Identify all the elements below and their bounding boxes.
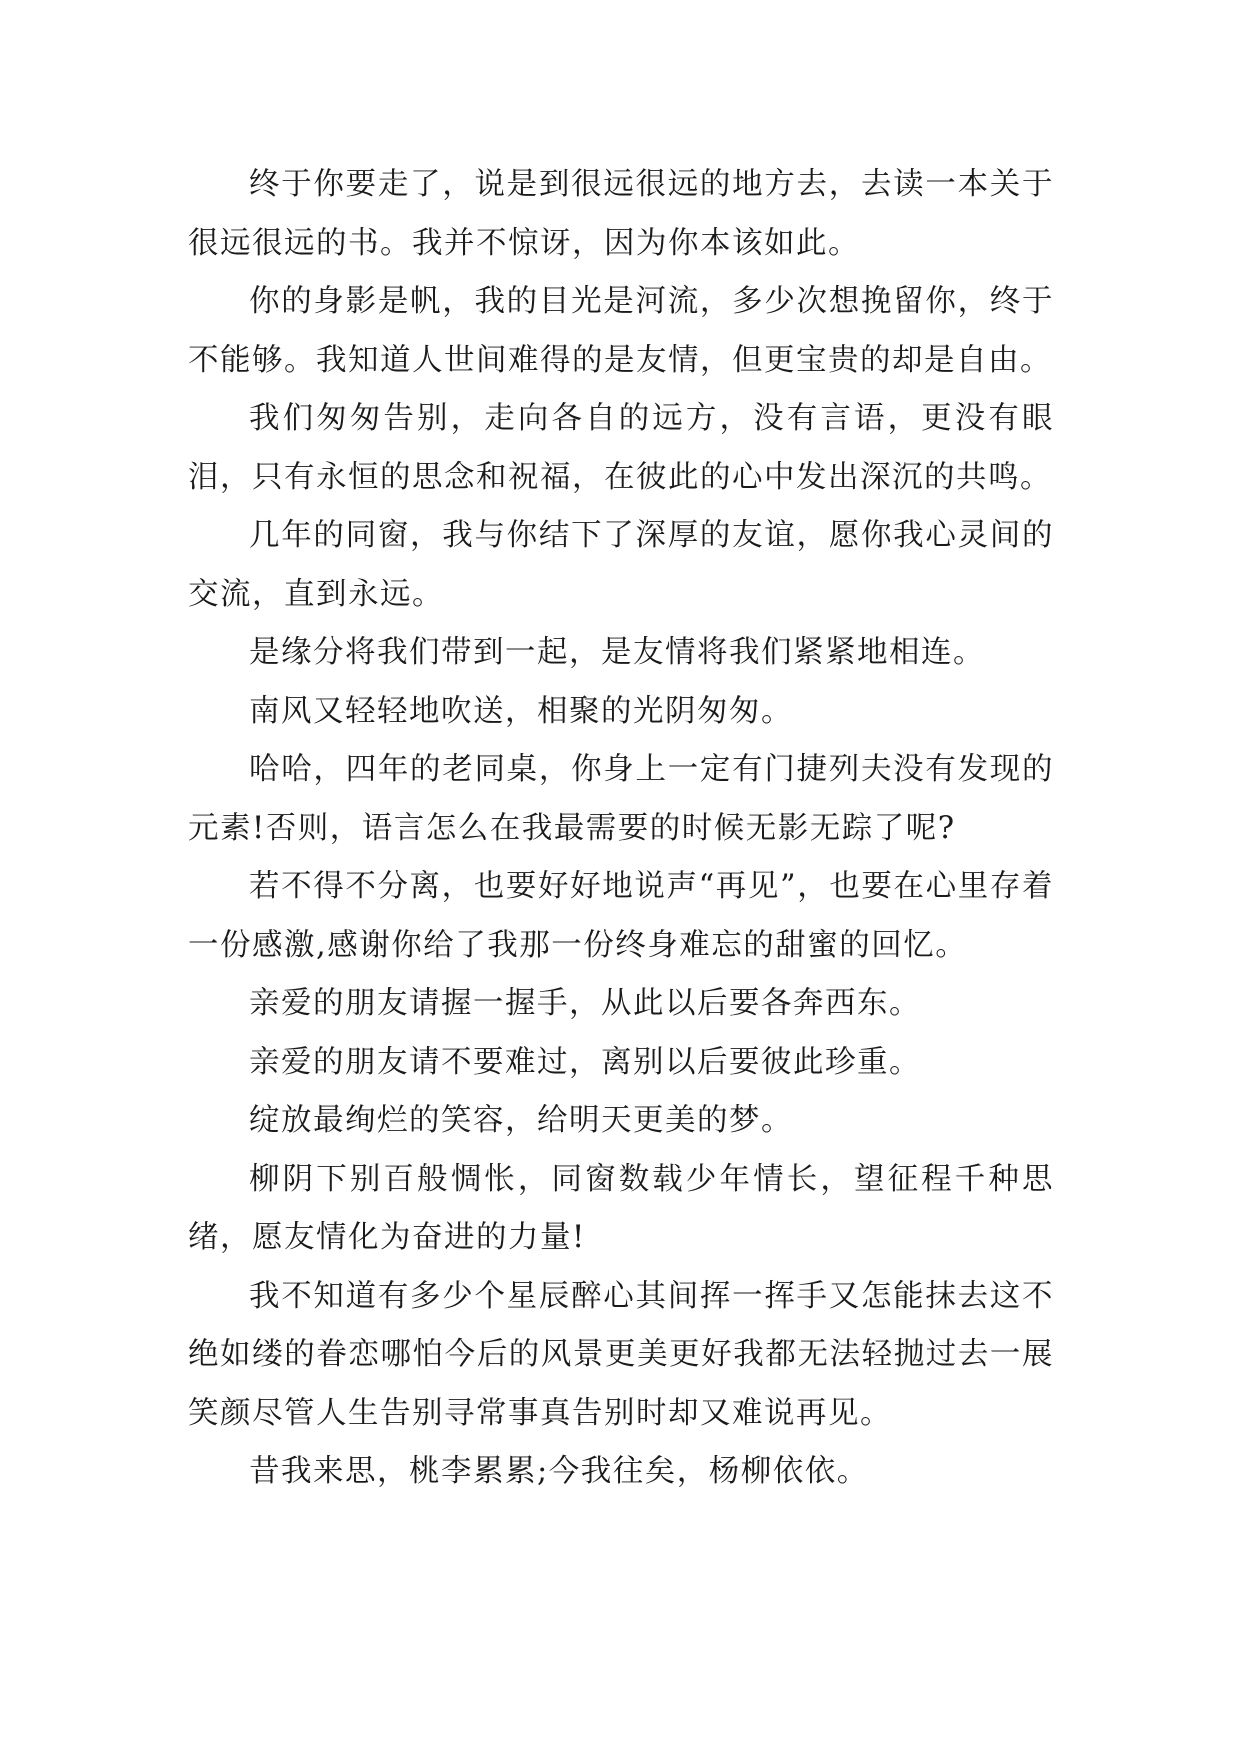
paragraph: 是缘分将我们带到一起，是友情将我们紧紧地相连。: [249, 635, 985, 670]
paragraph: 南风又轻轻地吹送，相聚的光阴匆匆。: [249, 693, 793, 729]
paragraph: 绽放最绚烂的笑容，给明天更美的梦。: [249, 1103, 793, 1138]
paragraph: 若不得不分离，也要好好地说声“再见”，也要在心里存着一份感激,感谢你给了我那一份终身难忘的甜蜜的回忆。: [188, 869, 1054, 963]
paragraph: 几年的同窗，我与你结下了深厚的友谊，愿你我心灵间的交流，直到永远。: [188, 518, 1054, 612]
paragraph: 终于你要走了，说是到很远很远的地方去，去读一本关于很远很远的书。我并不惊讶，因为你本该如此。: [188, 167, 1054, 261]
document-body: [188, 156, 1054, 1502]
paragraph: 你的身影是帆，我的目光是河流，多少次想挽留你，终于不能够。我知道人世间难得的是友情，但更宝贵的却是自由。: [188, 284, 1054, 378]
paragraph: 柳阴下别百般惆怅，同窗数载少年情长，望征程千种思绪，愿友情化为奋进的力量!: [188, 1161, 1054, 1255]
paragraph: 昔我来思，桃李累累;今我往矣，杨柳依依。: [249, 1454, 869, 1489]
paragraph: 亲爱的朋友请不要难过，离别以后要彼此珍重。: [249, 1044, 921, 1080]
paragraph: 亲爱的朋友请握一握手，从此以后要各奔西东。: [249, 986, 921, 1021]
paragraph: 哈哈，四年的老同桌，你身上一定有门捷列夫没有发现的元素!否则，语言怎么在我最需要的时候无影无踪了呢?: [188, 752, 1054, 846]
paragraph: 我们匆匆告别，走向各自的远方，没有言语，更没有眼泪，只有永恒的思念和祝福，在彼此的心中发出深沉的共鸣。: [188, 401, 1054, 495]
paragraph: 我不知道有多少个星辰醉心其间挥一挥手又怎能抹去这不绝如缕的眷恋哪怕今后的风景更美更好我都无法轻抛过去一展笑颜尽管人生告别寻常事真告别时却又难说再见。: [188, 1278, 1054, 1431]
